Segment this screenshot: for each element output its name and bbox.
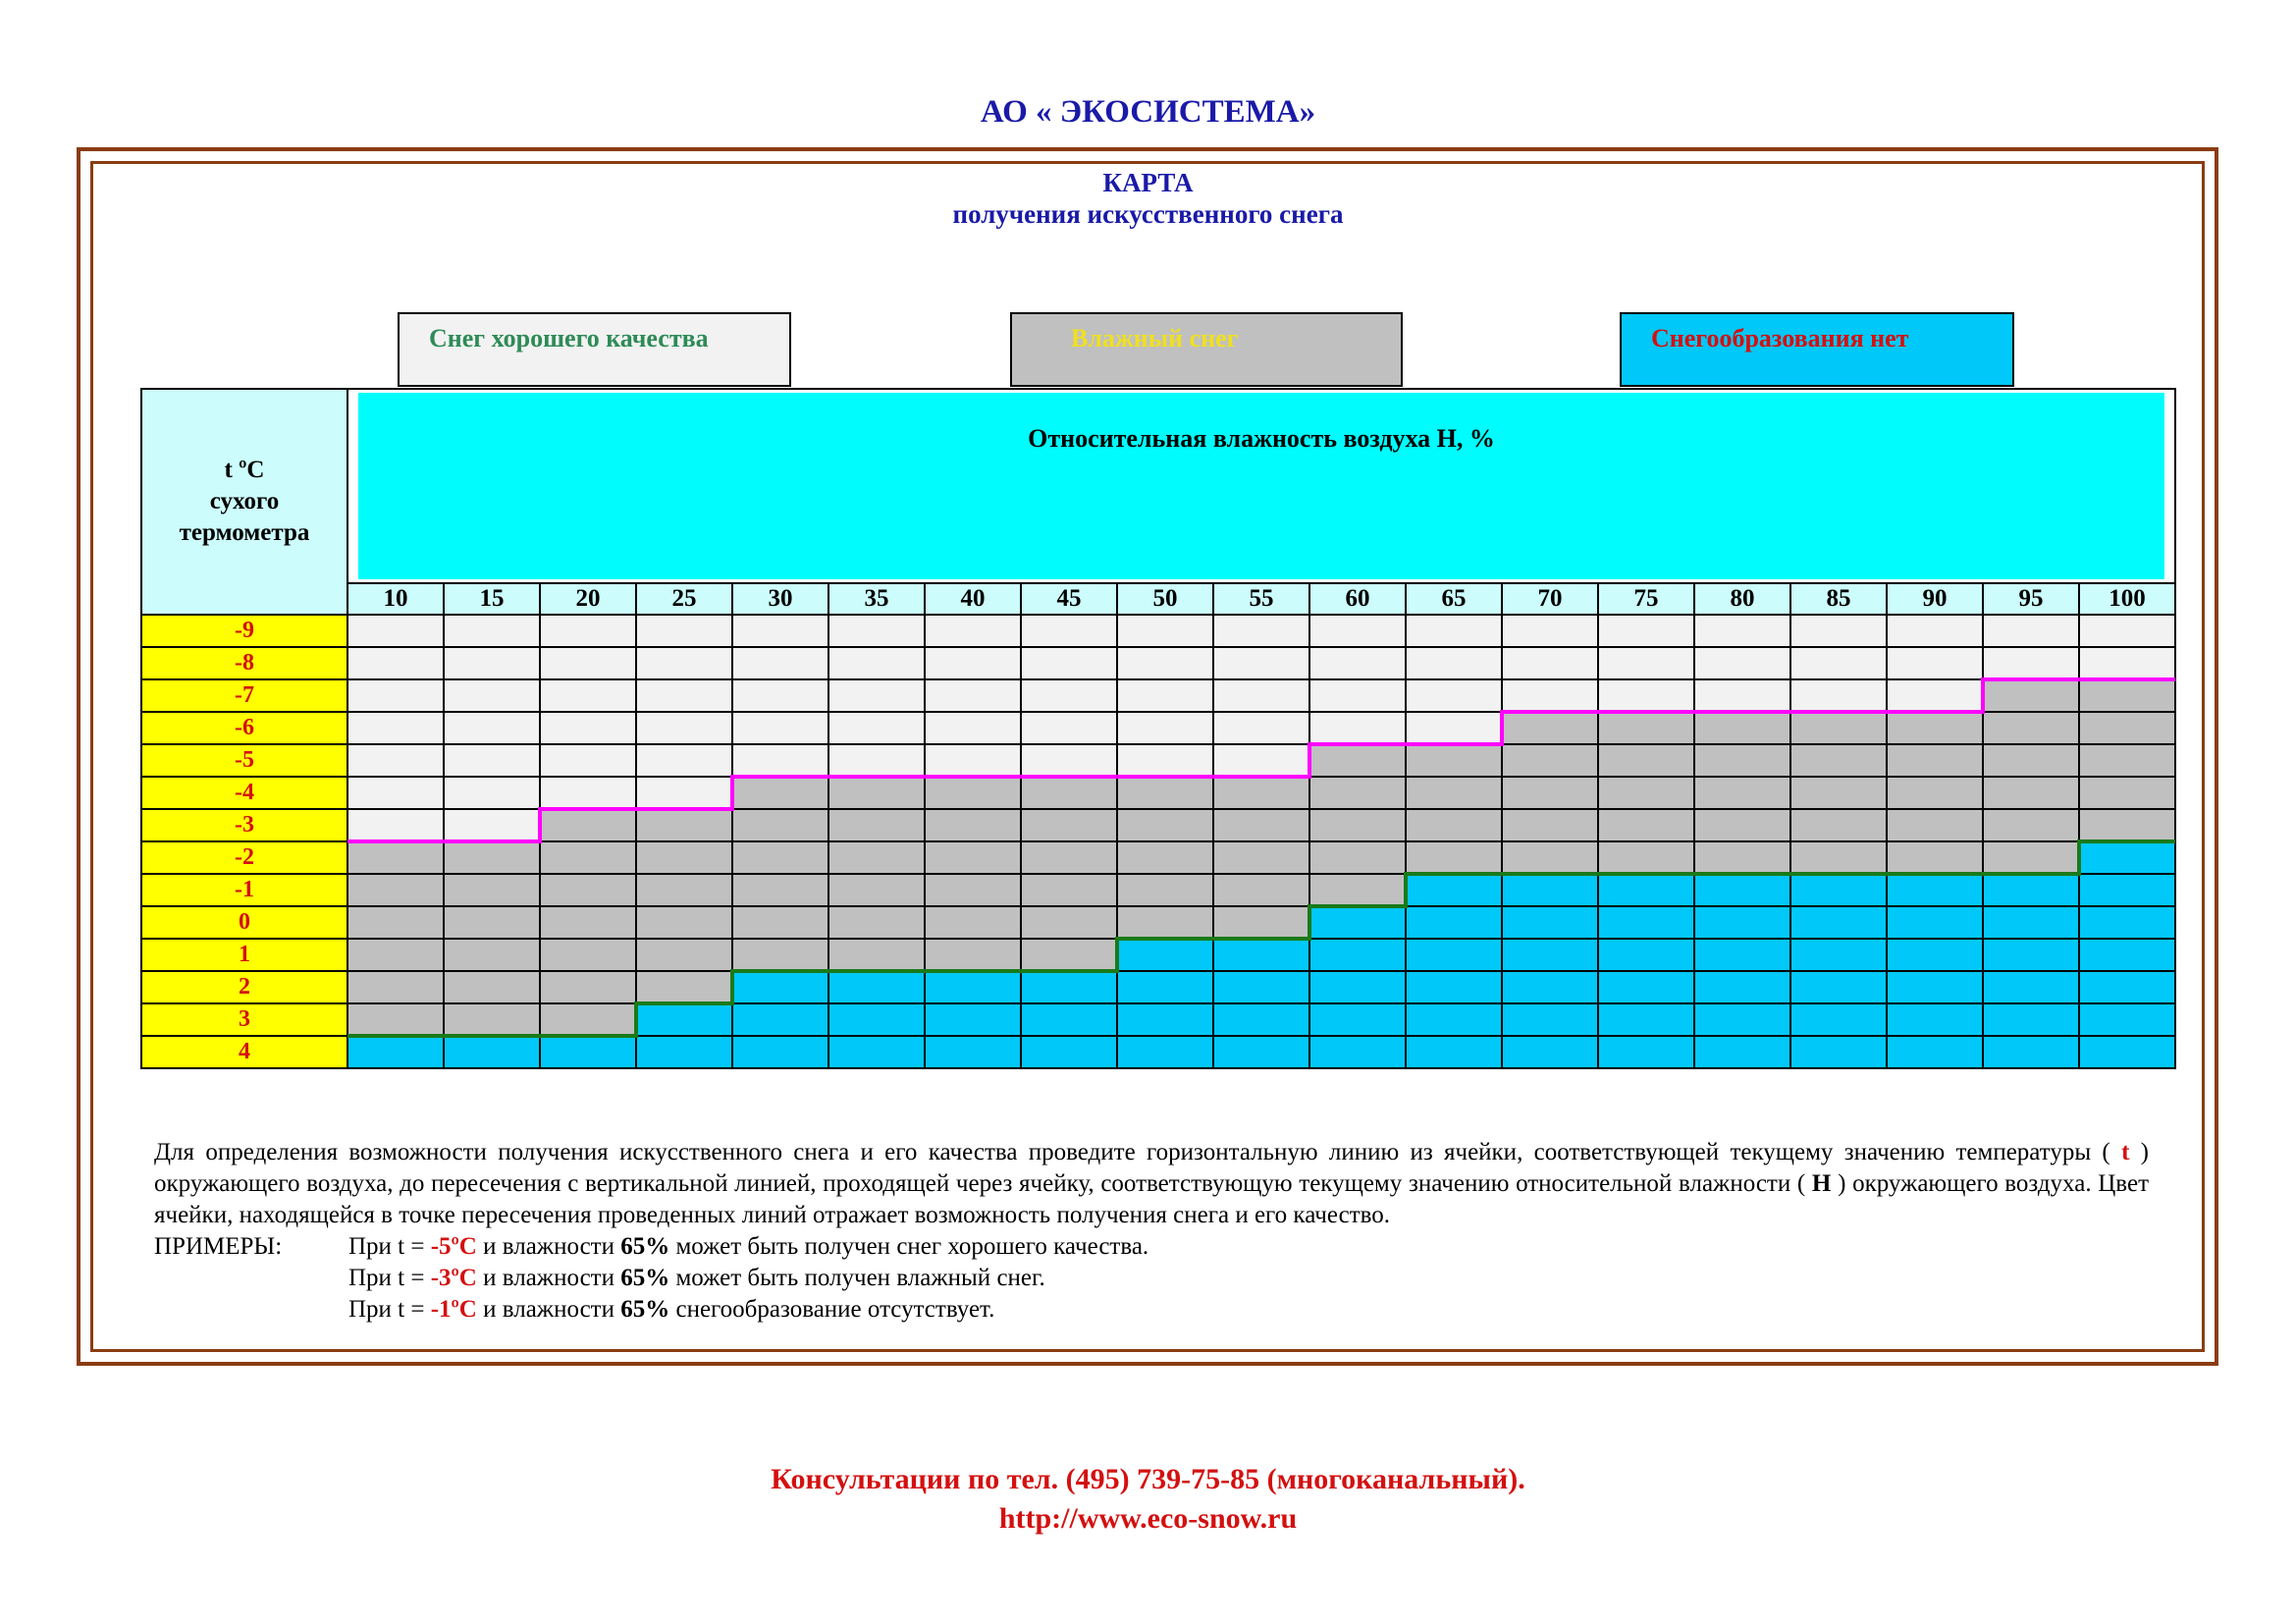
temperature-value: -9 <box>141 615 347 647</box>
temperature-value: -4 <box>141 777 347 809</box>
humidity-value-40: 40 <box>925 583 1021 615</box>
example-1-post: может быть получен снег хорошего качества. <box>669 1233 1149 1260</box>
map-title-line2: получения искусственного снега <box>952 199 1344 229</box>
example-2-mid: и влажности <box>476 1265 621 1291</box>
humidity-value-10: 10 <box>347 583 444 615</box>
example-3-hum: 65% <box>620 1296 670 1323</box>
humidity-value-25: 25 <box>636 583 732 615</box>
corner-line-1: t ºC <box>224 457 265 483</box>
footer-phone: Консультации по тел. (495) 739-75-85 (многоканальный). <box>771 1463 1525 1495</box>
example-1-temp: -5ºC <box>430 1233 477 1260</box>
example-3-post: снегообразование отсутствует. <box>669 1296 995 1323</box>
example-3-temp: -1ºC <box>430 1296 477 1323</box>
temperature-value: -8 <box>141 647 347 679</box>
humidity-value-50: 50 <box>1117 583 1213 615</box>
temperature-value: -2 <box>141 841 347 874</box>
humidity-value-55: 55 <box>1213 583 1309 615</box>
temperature-value: -6 <box>141 712 347 744</box>
humidity-value-15: 15 <box>444 583 540 615</box>
humidity-value-70: 70 <box>1502 583 1598 615</box>
example-1-hum: 65% <box>620 1233 670 1260</box>
example-2-pre: При t = <box>348 1265 431 1291</box>
company-name: АО « ЭКОСИСТЕМА» <box>980 94 1316 130</box>
map-title-line1: КАРТА <box>1102 168 1194 197</box>
footer-url-link[interactable]: http://www.eco-snow.ru <box>998 1502 1298 1535</box>
temperature-value: 4 <box>141 1036 347 1068</box>
example-2 <box>348 1263 1045 1294</box>
temperature-value: 2 <box>141 971 347 1003</box>
example-1-pre: При t = <box>348 1233 431 1260</box>
temperature-value: 1 <box>141 939 347 971</box>
desc-h-symbol: Н <box>1811 1170 1832 1197</box>
temperature-value: 0 <box>141 906 347 939</box>
temperature-value: -3 <box>141 809 347 841</box>
legend-good-snow: Снег хорошего качества <box>398 312 791 387</box>
desc-part2: ) окружающего воздуха, до пересечения с вертикальной линией, проходящей через ячейку, соответствующую текущему значению относительной влажности ( <box>154 1139 2150 1197</box>
humidity-value-95: 95 <box>1983 583 2079 615</box>
example-3-mid: и влажности <box>476 1296 621 1323</box>
examples-label: ПРИМЕРЫ: <box>154 1233 283 1260</box>
humidity-value-90: 90 <box>1887 583 1983 615</box>
desc-part3: ) окружающего воздуха. Цвет ячейки, находящейся в точке пересечения проведенных линий отражает возможность получения снега и его качество. <box>154 1170 2149 1228</box>
humidity-value-60: 60 <box>1309 583 1406 615</box>
temperature-value: -5 <box>141 744 347 777</box>
humidity-value-30: 30 <box>732 583 828 615</box>
humidity-value-35: 35 <box>828 583 925 615</box>
desc-part1: Для определения возможности получения искусственного снега и его качества проведите горизонтальную линию из ячейки, соответствующей текущему значению температуры ( <box>154 1139 2122 1165</box>
humidity-value-85: 85 <box>1790 583 1887 615</box>
example-3 <box>348 1294 994 1326</box>
corner-line-3: термометра <box>179 519 310 546</box>
instructions-text <box>154 1137 2149 1231</box>
no-snow-boundary-line <box>347 841 2175 1036</box>
example-1-mid: и влажности <box>476 1233 621 1260</box>
example-2-hum: 65% <box>620 1265 670 1291</box>
temperature-value: 3 <box>141 1003 347 1036</box>
humidity-value-45: 45 <box>1021 583 1117 615</box>
humidity-header: Относительная влажность воздуха Н, % <box>358 393 2164 579</box>
example-2-post: может быть получен влажный снег. <box>669 1265 1045 1291</box>
corner-line-2: сухого <box>209 488 280 514</box>
humidity-value-100: 100 <box>2079 583 2175 615</box>
legend-no-snow: Снегообразования нет <box>1620 312 2014 387</box>
humidity-value-65: 65 <box>1406 583 1502 615</box>
legend-wet-snow: Влажный снег <box>1010 312 1403 387</box>
temperature-value: -1 <box>141 874 347 906</box>
temperature-value: -7 <box>141 679 347 712</box>
humidity-value-75: 75 <box>1598 583 1694 615</box>
desc-t-symbol: t <box>2121 1139 2130 1165</box>
humidity-value-80: 80 <box>1694 583 1790 615</box>
example-3-pre: При t = <box>348 1296 431 1323</box>
example-2-temp: -3ºC <box>430 1265 477 1291</box>
example-1 <box>348 1231 1148 1263</box>
humidity-value-20: 20 <box>540 583 636 615</box>
wet-snow-boundary-line <box>347 679 2175 841</box>
